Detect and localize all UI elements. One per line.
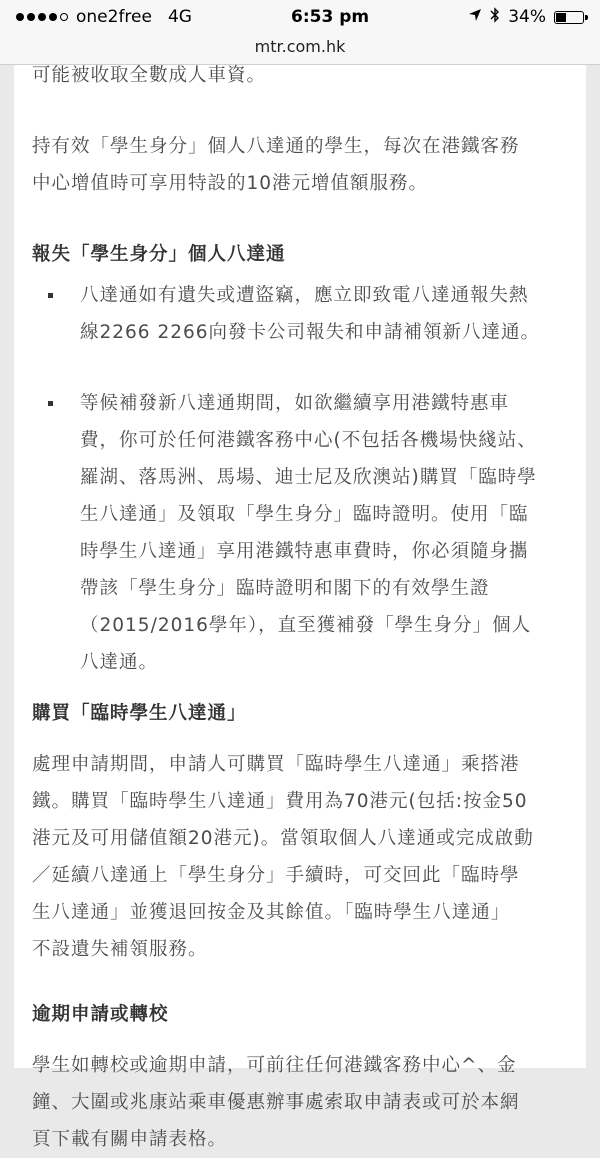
late-application-line: 頁下載有關申請表格。 xyxy=(32,1129,228,1150)
intro-tail-text: 可能被收取全數成人車資。 xyxy=(32,65,267,86)
list-item-line: 八達通。 xyxy=(80,652,159,673)
location-arrow-icon xyxy=(468,7,482,27)
temp-card-heading: 購買「臨時學生八達通」 xyxy=(32,703,247,724)
signal-strength-icon xyxy=(16,13,68,21)
temp-card-line: 不設遺失補領服務。 xyxy=(32,939,208,960)
bluetooth-icon xyxy=(490,7,500,28)
lost-card-list xyxy=(32,277,568,681)
list-item xyxy=(32,385,568,681)
list-item-line: 八達通如有遺失或遭盜竊，應立即致電八達通報失熱 xyxy=(80,285,529,306)
temp-card-line: 港元及可用儲值額20港元)。當領取個人八達通或完成啟動 xyxy=(32,828,534,849)
list-item-line: 生八達通」及領取「學生身分」臨時證明。使用「臨 xyxy=(80,504,529,525)
list-item-line: 費，你可於任何港鐵客務中心(不包括各機場快綫站、 xyxy=(80,430,537,451)
status-left xyxy=(16,7,192,27)
list-item-line: 線2266 2266向發卡公司報失和申請補領新八達通。 xyxy=(80,322,541,343)
bullet-icon xyxy=(48,293,53,298)
clock: 6:53 pm xyxy=(291,7,370,27)
battery-icon xyxy=(554,11,584,24)
battery-percent: 34% xyxy=(508,7,546,27)
list-item-line: 時學生八達通」享用港鐵特惠車費時，你必須隨身攜 xyxy=(80,541,529,562)
temp-card-line: ／延續八達通上「學生身分」手續時，可交回此「臨時學 xyxy=(32,865,520,886)
temp-card-line: 處理申請期間，申請人可購買「臨時學生八達通」乘搭港 xyxy=(32,754,520,775)
bullet-icon xyxy=(48,401,53,406)
list-item xyxy=(32,277,568,351)
lost-card-heading: 報失「學生身分」個人八達通 xyxy=(32,244,286,265)
list-item-line: 等候補發新八達通期間，如欲繼續享用港鐵特惠車 xyxy=(80,393,510,414)
temp-card-line: 鐵。購買「臨時學生八達通」費用為70港元(包括:按金50 xyxy=(32,791,528,812)
status-right xyxy=(468,7,584,28)
url-domain[interactable]: mtr.com.hk xyxy=(254,37,346,56)
temp-card-line: 生八達通」並獲退回按金及其餘值。「臨時學生八達通」 xyxy=(32,902,511,923)
list-item-line: 羅湖、落馬洲、馬場、迪士尼及欣澳站)購買「臨時學 xyxy=(80,467,537,488)
status-bar xyxy=(0,0,600,34)
late-application-line: 鐘、大圍或兆康站乘車優惠辦事處索取申請表或可於本網 xyxy=(32,1092,520,1113)
article-content xyxy=(14,65,586,1150)
network-type: 4G xyxy=(167,7,192,27)
topup-text-line1: 持有效「學生身分」個人八達通的學生，每次在港鐵客務 xyxy=(32,136,520,157)
carrier-name: one2free xyxy=(76,7,152,27)
late-application-line: 學生如轉校或逾期申請，可前往任何港鐵客務中心^、金 xyxy=(32,1055,517,1076)
list-item-line: （2015/2016學年），直至獲補發「學生身分」個人 xyxy=(80,615,532,636)
topup-text-line2: 中心增值時可享用特設的10港元增值額服務。 xyxy=(32,173,429,194)
late-application-heading: 逾期申請或轉校 xyxy=(32,1004,169,1025)
list-item-line: 帶該「學生身分」臨時證明和閣下的有效學生證 xyxy=(80,578,490,599)
